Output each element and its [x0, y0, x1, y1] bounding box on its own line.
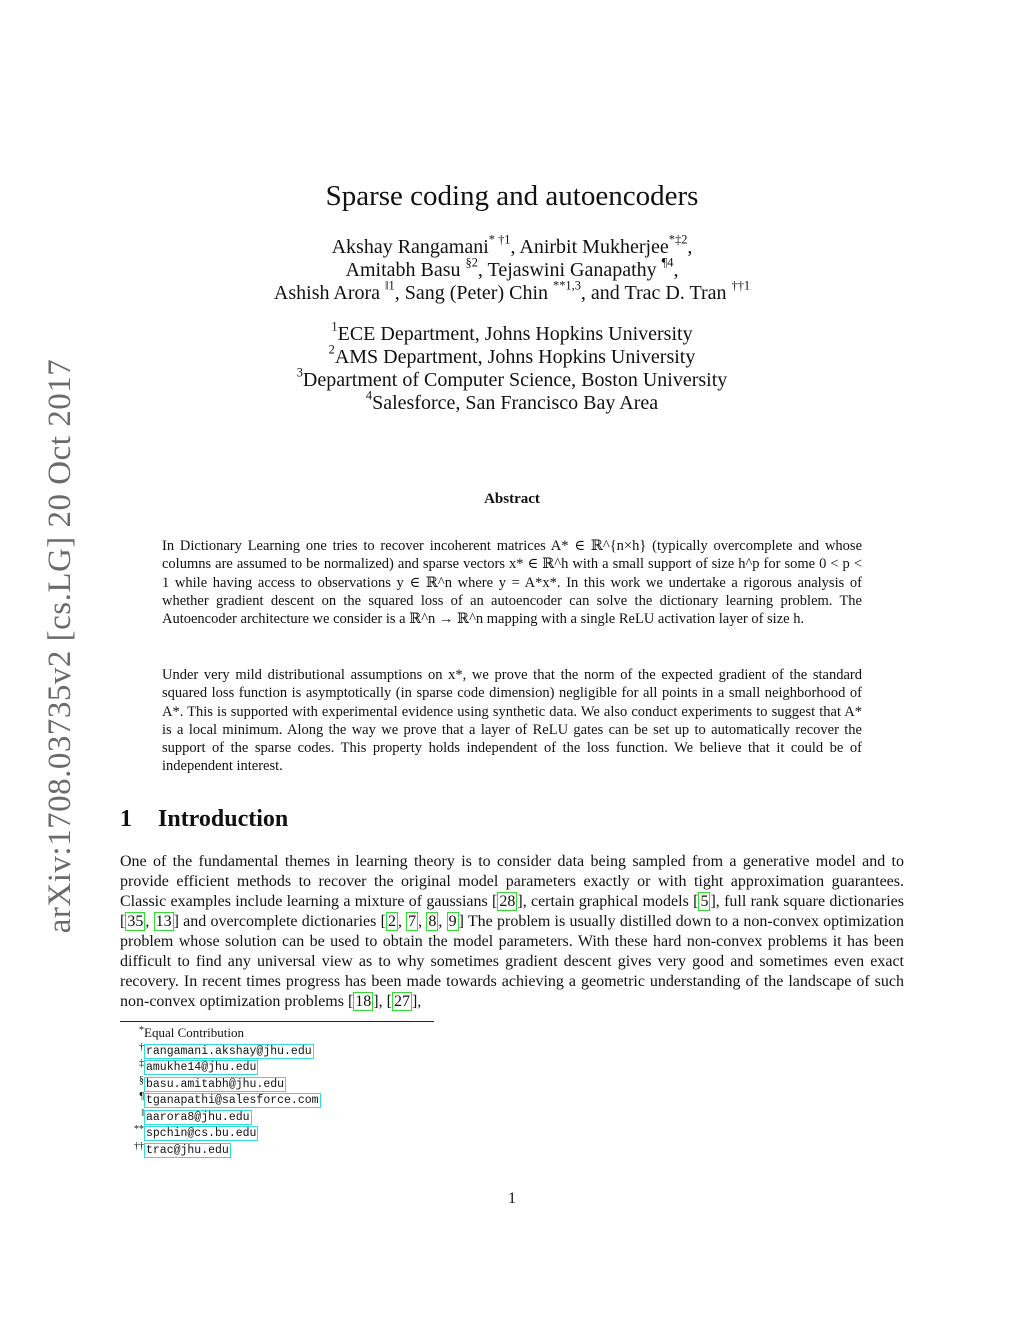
citation-link[interactable]: 27 [393, 993, 410, 1010]
citation-link[interactable]: 8 [428, 913, 437, 930]
author-line-1: Akshay Rangamani$^{* \dagger 1}$, Anirbit Mukherjee$^{*\ddagger 2}$, [331, 232, 693, 258]
author-marks: ¶4 [661, 255, 674, 270]
author-name: Anirbit Mukherjee [519, 236, 669, 258]
footnote-item [120, 1124, 321, 1141]
abstract-heading: Abstract [484, 491, 540, 507]
paper-title: Sparse coding and autoencoders [325, 180, 699, 212]
author-line-2: Amitabh Basu $^{\S 2}$, Tejaswini Ganapathy $^{\P 4}$, [345, 255, 679, 281]
section-heading [120, 806, 288, 833]
citation-link[interactable]: 35 [127, 913, 144, 930]
author-name: Trac D. Tran [624, 282, 727, 304]
author-marks: * †1 [488, 232, 511, 247]
section-number: 1 [120, 806, 132, 832]
abstract-paragraph-1: In Dictionary Learning one tries to recover incoherent matrices A* ∈ ℝ^{n×h} (typically overcomplete and whose columns are assumed to be normalized) and sparse vectors x* ∈ ℝ^h with a small support of size h^p for some 0 < p < 1 while having access to observations y ∈ ℝ^n where y = A*x*. In this work we undertake a rigorous analysis of whether gradient descent on the squared loss of an autoencoder can solve the dictionary learning problem. The Autoencoder architecture we consider is a ℝ^n → ℝ^n mapping with a single ReLU activation layer of size h. [162, 538, 862, 628]
author-marks: *‡2 [668, 232, 688, 247]
author-name: Amitabh Basu [345, 259, 461, 281]
intro-paragraph: One of the fundamental themes in learning theory is to consider data being sampled from a generative model and to provide efficient methods to recover the original model parameters exactly or with tight approximation guarantees. Classic examples include learning a mixture of gaussians [ 28 ], certain graphical models [ 5 ], full rank square dictionaries [ 35 , 13 ] and overcomplete dictionaries [ 2 , 7 , 8 , 9 ] The problem is usually distilled down to a non-convex optimization problem whose solution can be used to obtain the model parameters. With these hard non-convex problems it has been difficult to find any universal view as to why sometimes gradient descent gives very good and sometimes even exact recovery. In recent times progress has been made towards achieving a geometric understanding of the landscape of such non-convex optimization problems [ 18 ], [ 27 ], [120, 853, 905, 1010]
affiliation: $^1$ECE Department, Johns Hopkins University [331, 319, 693, 345]
email-link[interactable]: basu.amitabh@jhu.edu [146, 1077, 285, 1091]
abstract-paragraph-2: Under very mild distributional assumptions on x*, we prove that the norm of the expected gradient of the standard squared loss function is asymptotically (in sparse code dimension) negligible for all points in a small neighborhood of A*. This is supported with experimental evidence using synthetic data. We also conduct experiments to suggest that A* is a local minimum. Along the way we prove that a layer of ReLU gates can be set up to automatically recover the support of the sparse codes. This property holds independent of the loss function. We believe that it could be of independent interest. [162, 667, 862, 775]
author-marks: §2 [465, 255, 478, 270]
author-name: Ashish Arora [273, 282, 381, 304]
email-link[interactable]: aarora8@jhu.edu [146, 1110, 250, 1124]
citation-link[interactable]: 2 [387, 913, 396, 930]
author-name: Sang (Peter) Chin [404, 282, 549, 304]
email-link[interactable]: rangamani.akshay@jhu.edu [146, 1044, 312, 1058]
footnote-mark: † [139, 1041, 144, 1053]
email-link[interactable]: trac@jhu.edu [146, 1143, 229, 1157]
footnote-item [120, 1058, 321, 1075]
footnote-mark: †† [134, 1140, 144, 1152]
footnote-text: Equal Contribution [144, 1025, 245, 1040]
citation-link[interactable]: 18 [355, 993, 372, 1010]
author-marks: **1,3 [553, 278, 581, 293]
citation-link[interactable]: 7 [408, 913, 417, 930]
footnote-item [120, 1075, 321, 1092]
author-list [0, 232, 1024, 305]
footnote-mark: * [139, 1025, 144, 1036]
citation-link[interactable]: 9 [448, 913, 457, 930]
citation-link[interactable]: 13 [155, 913, 172, 930]
author-marks: ‖1 [385, 278, 395, 293]
author-line-3: Ashish Arora $^{‖1}$, Sang (Peter) Chin $^{**1,3}$, and Trac D. Tran $^{\dagger\dagger 1}$ [273, 278, 751, 304]
arxiv-identifier: arXiv:1708.03735v2 [cs.LG] 20 Oct 2017 [42, 358, 78, 934]
footnote-item [120, 1108, 321, 1125]
email-link[interactable]: amukhe14@jhu.edu [146, 1061, 257, 1074]
footnote-mark: ‡ [139, 1058, 144, 1069]
footnote-item [120, 1091, 321, 1108]
affiliation: $^2$AMS Department, Johns Hopkins University [328, 342, 696, 368]
section-title: Introduction [158, 806, 289, 832]
footnote-mark: ‖ [141, 1107, 144, 1119]
author-marks: ††1 [731, 278, 751, 293]
affiliation: $^4$Salesforce, San Francisco Bay Area [365, 388, 659, 414]
footnote-divider [120, 1021, 434, 1022]
footnote-mark: ** [134, 1124, 144, 1135]
footnote-mark: ¶ [139, 1091, 144, 1102]
email-link[interactable]: tganapathi@salesforce.com [146, 1094, 319, 1107]
footnote-item [120, 1025, 321, 1042]
author-name: Tejaswini Ganapathy [487, 259, 657, 281]
page-number: 1 [508, 1190, 516, 1207]
citation-link[interactable]: 28 [499, 893, 516, 910]
footnote-list [120, 1025, 321, 1157]
author-name: Akshay Rangamani [331, 236, 489, 258]
affiliation: $^3$Department of Computer Science, Boston University [296, 365, 728, 391]
footnote-mark: § [139, 1074, 144, 1086]
citation-link[interactable]: 5 [700, 893, 709, 910]
affiliation-list [0, 319, 1024, 415]
email-link[interactable]: spchin@cs.bu.edu [146, 1127, 257, 1140]
footnote-item [120, 1042, 321, 1059]
footnote-item [120, 1141, 321, 1158]
